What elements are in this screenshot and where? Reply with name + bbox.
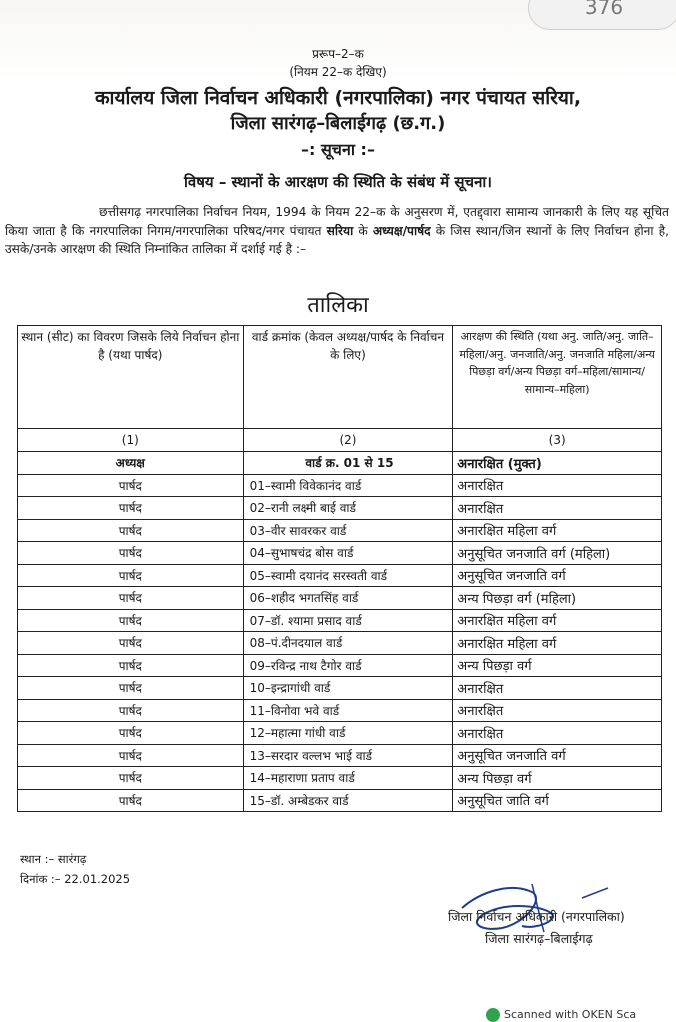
- office-title: कार्यालय जिला निर्वाचन अधिकारी (नगरपालिका) नगर पंचायत सरिया,: [94, 87, 582, 109]
- table-row: [18, 564, 662, 587]
- seat-cell: पार्षद: [18, 767, 244, 790]
- ward-cell: 06–शहीद भगतसिंह वार्ड: [243, 587, 453, 610]
- header-seat: स्थान (सीट) का विवरण जिसके लिये निर्वाचन होना है (यथा पार्षद): [18, 326, 244, 429]
- status-cell: अनुसूचित जनजाति वर्ग: [453, 564, 662, 587]
- table-title: तालिका: [307, 293, 369, 318]
- ward-cell: 08–पं.दीनदयाल वार्ड: [243, 632, 453, 655]
- body-part3: के जिस स्थान/जिन स्थानों के लिए निर्वाचन होना है, उसके/उनके आरक्षण की स्थिति निम्नांकित तालिका में दर्शाई गई है :–: [5, 223, 669, 256]
- status-cell: अनारक्षित महिला वर्ग: [453, 519, 662, 542]
- table-row: [18, 519, 662, 542]
- table-row: [18, 474, 662, 497]
- signatory-district: जिला सारंगढ़–बिलाईगढ़: [485, 931, 593, 946]
- notice-body: [5, 203, 669, 259]
- form-number: प्ररूप–2–क: [312, 47, 364, 61]
- status-cell: अनारक्षित: [453, 677, 662, 700]
- header-status: आरक्षण की स्थिति (यथा अनु. जाति/अनु. जाति–महिला/अनु. जनजाति/अनु. जनजाति महिला/अन्य पिछड़ा वर्ग/अन्य पिछड़ा वर्ग–महिला/सामान्य/सामान्य–महिला): [453, 326, 662, 429]
- col-number-3: (3): [453, 429, 662, 452]
- rule-reference: (नियम 22–क देखिए): [289, 65, 387, 79]
- ward-cell: 12–महात्मा गांधी वार्ड: [243, 722, 453, 745]
- status-cell: अनुसूचित जनजाति वर्ग (महिला): [453, 542, 662, 565]
- status-cell: अनारक्षित (मुक्त): [453, 452, 662, 475]
- seat-cell: पार्षद: [18, 789, 244, 812]
- body-part1: छत्तीसगढ़ नगरपालिका निर्वाचन नियम, 1994 के नियम 22–क के अनुसरण में, एतद्द्वारा सामान्य जानकारी के लिए यह सूचित किया जाता है कि नगरपालिका निगम/नगरपालिका परिषद/नगर पंचायत: [5, 205, 669, 238]
- table-row: [18, 654, 662, 677]
- reservation-table: [17, 325, 662, 812]
- scanner-watermark: [486, 1008, 636, 1022]
- signatory-title: जिला निर्वाचन अधिकारी (नगरपालिका): [448, 909, 625, 924]
- table-row: [18, 587, 662, 610]
- col-number-1: (1): [18, 429, 244, 452]
- seat-cell: पार्षद: [18, 564, 244, 587]
- seat-cell: पार्षद: [18, 587, 244, 610]
- seat-cell: पार्षद: [18, 609, 244, 632]
- notice-heading: –: सूचना :–: [301, 140, 375, 159]
- status-cell: अनारक्षित: [453, 497, 662, 520]
- office-district: जिला सारंगढ़–बिलाईगढ़ (छ.ग.): [230, 113, 446, 134]
- status-cell: अनारक्षित: [453, 699, 662, 722]
- status-cell: अन्य पिछड़ा वर्ग (महिला): [453, 587, 662, 610]
- date-line: दिनांक :– 22.01.2025: [20, 872, 131, 886]
- seat-cell: पार्षद: [18, 632, 244, 655]
- status-cell: अनारक्षित: [453, 474, 662, 497]
- table-row: [18, 789, 662, 812]
- table-row: [18, 497, 662, 520]
- table-row: [18, 542, 662, 565]
- ward-cell: 01–स्वामी विवेकानंद वार्ड: [243, 474, 453, 497]
- seat-cell: पार्षद: [18, 722, 244, 745]
- seat-cell: पार्षद: [18, 542, 244, 565]
- status-cell: अनारक्षित महिला वर्ग: [453, 632, 662, 655]
- body-bold1: सरिया: [326, 223, 354, 238]
- status-cell: अनुसूचित जाति वर्ग: [453, 789, 662, 812]
- ward-cell: 15–डॉ. अम्बेडकर वार्ड: [243, 789, 453, 812]
- seat-cell: पार्षद: [18, 654, 244, 677]
- seat-cell: पार्षद: [18, 699, 244, 722]
- seat-cell: पार्षद: [18, 497, 244, 520]
- ward-cell: 13–सरदार वल्लभ भाई वार्ड: [243, 744, 453, 767]
- ward-cell: 11–विनोवा भवे वार्ड: [243, 699, 453, 722]
- table-row: [18, 699, 662, 722]
- ward-cell: 02–रानी लक्ष्मी बाई वार्ड: [243, 497, 453, 520]
- col-number-2: (2): [243, 429, 453, 452]
- ward-cell: 09–रविन्द्र नाथ टैगोर वार्ड: [243, 654, 453, 677]
- ward-cell: वार्ड क्र. 01 से 15: [243, 452, 453, 475]
- table-row: [18, 609, 662, 632]
- ward-cell: 05–स्वामी दयानंद सरस्वती वार्ड: [243, 564, 453, 587]
- place-line: स्थान :– सारंगढ़: [20, 852, 87, 866]
- seat-cell: अध्यक्ष: [18, 452, 244, 475]
- subject-line: विषय – स्थानों के आरक्षण की स्थिति के संबंध में सूचना।: [184, 173, 492, 191]
- status-cell: अनारक्षित: [453, 722, 662, 745]
- header-ward: वार्ड क्रमांक (केवल अध्यक्ष/पार्षद के निर्वाचन के लिए): [243, 326, 453, 429]
- table-row: [18, 744, 662, 767]
- ward-cell: 14–महाराणा प्रताप वार्ड: [243, 767, 453, 790]
- page-number-badge: 376: [528, 0, 676, 30]
- body-bold2: अध्यक्ष/पार्षद: [372, 223, 431, 238]
- seat-cell: पार्षद: [18, 677, 244, 700]
- table-row: [18, 722, 662, 745]
- status-cell: अन्य पिछड़ा वर्ग: [453, 767, 662, 790]
- status-cell: अन्य पिछड़ा वर्ग: [453, 654, 662, 677]
- seat-cell: पार्षद: [18, 519, 244, 542]
- body-part2: के: [353, 223, 373, 238]
- status-cell: अनुसूचित जनजाति वर्ग: [453, 744, 662, 767]
- scanner-logo-icon: [486, 1008, 500, 1022]
- ward-cell: 07–डॉ. श्यामा प्रसाद वार्ड: [243, 609, 453, 632]
- column-number-row: [18, 429, 662, 452]
- scanner-text: Scanned with OKEN Sca: [504, 1008, 637, 1021]
- seat-cell: पार्षद: [18, 474, 244, 497]
- table-row: [18, 767, 662, 790]
- ward-cell: 03–वीर सावरकर वार्ड: [243, 519, 453, 542]
- ward-cell: 04–सुभाषचंद्र बोस वार्ड: [243, 542, 453, 565]
- table-row-chairman: [18, 452, 662, 475]
- table-row: [18, 632, 662, 655]
- seat-cell: पार्षद: [18, 744, 244, 767]
- ward-cell: 10–इन्द्रागांधी वार्ड: [243, 677, 453, 700]
- table-header-row: [18, 326, 662, 429]
- table-row: [18, 677, 662, 700]
- status-cell: अनारक्षित महिला वर्ग: [453, 609, 662, 632]
